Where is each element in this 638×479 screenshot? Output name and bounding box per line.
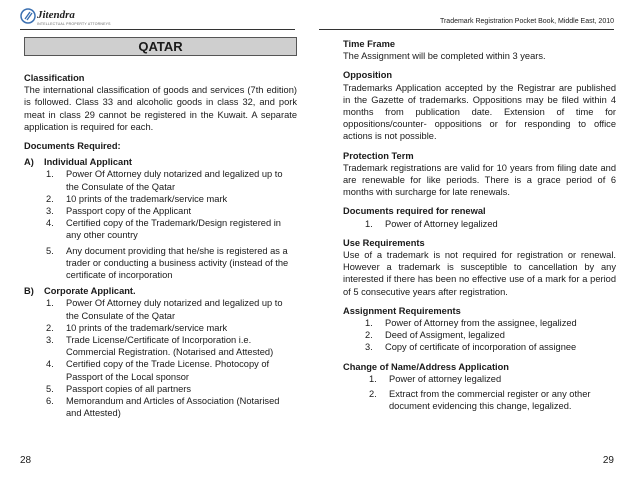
classification-text: The international classification of goods and services (7th edition) is followed. Class 33 and alcoholic goods in class 32, and pork meat in class 29 cannot be registered in the Kuwait. A separate application is required for each. (24, 85, 297, 132)
corporate-letter: B) (24, 286, 34, 297)
item-number: 3. (46, 335, 54, 346)
renewal-heading: Documents required for renewal (343, 206, 486, 217)
item-text: Power of Attorney legalized (385, 218, 498, 229)
item-text: Trade License/Certificate of Incorporation i.e. Commercial Registration. (Notarised and Attested) (66, 335, 274, 358)
item-text: Copy of certificate of incorporation of assignee (385, 342, 577, 353)
left-content (24, 72, 297, 419)
opposition-heading: Opposition (343, 70, 393, 81)
item-number: 1. (46, 169, 54, 180)
header-divider (20, 29, 295, 30)
item-number: 2. (46, 193, 54, 204)
use-text: Use of a trademark is not required for registration or renewal. However a trademark is susceptible to cancellation by any interested if there has been no effective use of a mark for a period of 5 consecutive years after registration. (343, 250, 616, 297)
assignment-section (343, 305, 616, 354)
item-text: Power of attorney legalized (389, 373, 502, 384)
item-text: Power Of Attorney duly notarized and legalized up to the Consulate of the Qatar (66, 298, 283, 321)
item-text: Certified copy of the Trademark/Design registered in any other country (66, 218, 281, 241)
list-item (369, 388, 616, 412)
item-number: 6. (46, 396, 54, 407)
item-number: 3. (46, 206, 54, 217)
classification-heading: Classification (24, 73, 85, 83)
list-item (46, 358, 297, 382)
item-text: 10 prints of the trademark/service mark (66, 193, 228, 204)
item-number: 4. (46, 359, 54, 370)
header-divider (319, 29, 614, 30)
list-item (46, 205, 297, 217)
time-frame-heading: Time Frame (343, 39, 396, 49)
right-content (343, 38, 616, 412)
item-number: 1. (46, 298, 54, 309)
item-text: Power of Attorney from the assignee, legalized (385, 318, 577, 329)
list-item (365, 317, 616, 329)
change-section (343, 361, 616, 413)
opposition-section (343, 69, 616, 142)
opposition-text: Trademarks Application accepted by the Registrar are published in the Gazette of trademarks. Oppositions may be filed within 4 months from publication date. Extension of time for oppositions/counter- oppositions or for responding to office actions is not possible. (343, 82, 616, 142)
documents-heading: Documents Required: (24, 141, 121, 152)
time-frame-section (343, 38, 616, 62)
use-section (343, 237, 616, 298)
list-item (46, 245, 297, 282)
item-text: Passport copy of the Applicant (66, 206, 192, 217)
page-number-left: 28 (20, 455, 32, 466)
item-text: Deed of Assigment, legalized (385, 330, 505, 341)
list-item (46, 383, 297, 395)
protection-heading: Protection Term (343, 150, 414, 161)
item-number: 3. (365, 342, 373, 353)
list-item (46, 395, 297, 419)
item-text: 10 prints of the trademark/service mark (66, 322, 228, 333)
documents-section (24, 140, 297, 419)
list-item (365, 341, 616, 353)
list-item (46, 193, 297, 205)
right-page (319, 0, 638, 479)
logo-mark-icon (20, 8, 36, 24)
use-heading: Use Requirements (343, 237, 425, 248)
individual-list (24, 168, 297, 281)
list-item (365, 218, 616, 230)
item-text: Certified copy of the Trade License. Photocopy of Passport of the Local sponsor (66, 359, 270, 382)
individual-heading (24, 156, 297, 168)
list-item (46, 217, 297, 241)
protection-text: Trademark registrations are valid for 10 years from filing date and are renewable for like periods. There is a grace period of 6 months with surcharge for late renewals. (343, 162, 616, 198)
list-item (46, 322, 297, 334)
list-item (46, 168, 297, 192)
item-number: 2. (46, 322, 54, 333)
page-number-right: 29 (602, 455, 614, 466)
logo-tagline: INTELLECTUAL PROPERTY ATTORNEYS (37, 22, 111, 26)
corporate-list (24, 297, 297, 419)
item-text: Any document providing that he/she is registered as a trader or conducting a business activity (instead of the certificate of incorporation (66, 245, 289, 281)
item-text: Memorandum and Articles of Association (Notarised and Attested) (66, 396, 280, 419)
item-number: 2. (365, 330, 373, 341)
time-frame-text: The Assignment will be completed within 3 years. (343, 51, 546, 62)
corporate-heading (24, 285, 297, 297)
item-text: Extract from the commercial register or any other document evidencing this change, legalized. (389, 389, 591, 412)
change-heading: Change of Name/Address Application (343, 361, 509, 372)
company-logo (20, 8, 110, 30)
item-number: 5. (46, 383, 54, 394)
item-text: Passport copies of all partners (66, 383, 192, 394)
item-text: Power Of Attorney duly notarized and legalized up to the Consulate of the Qatar (66, 169, 283, 192)
list-item (46, 297, 297, 321)
item-number: 2. (369, 389, 377, 400)
running-head: Trademark Registration Pocket Book, Middle East, 2010 (439, 18, 614, 25)
country-title: QATAR (24, 37, 297, 56)
assignment-heading: Assignment Requirements (343, 305, 461, 316)
renewal-section (343, 205, 616, 229)
item-number: 1. (369, 373, 377, 384)
list-item (46, 334, 297, 358)
item-number: 5. (46, 245, 54, 256)
logo-name: Jitendra (37, 9, 75, 21)
corporate-title: Corporate Applicant. (44, 286, 136, 297)
individual-letter: A) (24, 157, 34, 168)
individual-title: Individual Applicant (44, 157, 132, 168)
list-item (365, 329, 616, 341)
item-number: 4. (46, 218, 54, 229)
protection-section (343, 150, 616, 199)
list-item (369, 373, 616, 385)
item-number: 1. (365, 218, 373, 229)
classification-section (24, 72, 297, 133)
item-number: 1. (365, 318, 373, 329)
